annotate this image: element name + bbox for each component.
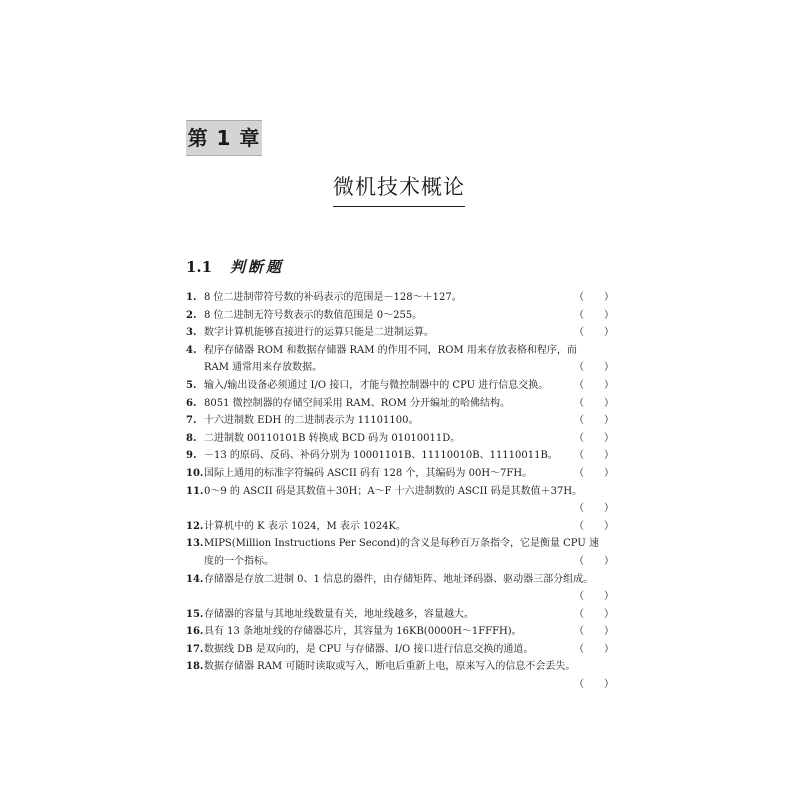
question-item xyxy=(186,658,614,693)
question-item xyxy=(186,641,614,659)
question-number: 17. xyxy=(186,643,204,655)
question-item xyxy=(186,571,614,606)
question-item xyxy=(186,606,614,624)
answer-blank[interactable]: （ ） xyxy=(574,379,614,391)
section-label: 判断题 xyxy=(230,258,285,276)
question-number: 6. xyxy=(186,397,197,409)
question-number: 3. xyxy=(186,327,197,339)
question-item xyxy=(186,324,614,342)
answer-blank[interactable]: （ ） xyxy=(574,679,614,691)
answer-blank[interactable]: （ ） xyxy=(574,608,614,620)
chapter-title: 微机技术概论 xyxy=(333,172,465,207)
question-number: 1. xyxy=(186,292,197,303)
answer-blank[interactable]: （ ） xyxy=(574,503,614,515)
question-text: 0～9 的 ASCII 码是其数值＋30H；A～F 十六进制数的 ASCII 码是其数值＋37H。 xyxy=(204,485,583,497)
answer-blank[interactable]: （ ） xyxy=(574,591,614,603)
question-text: 程序存储器 ROM 和数据存储器 RAM 的作用不同，ROM 用来存放表格和程序，而 xyxy=(204,344,577,356)
answer-blank[interactable]: （ ） xyxy=(574,450,614,462)
answer-blank[interactable]: （ ） xyxy=(574,467,614,479)
question-item xyxy=(186,307,614,325)
question-number: 15. xyxy=(186,608,204,620)
answer-blank[interactable]: （ ） xyxy=(574,327,614,339)
chapter-tag: 第 1 章 xyxy=(186,120,262,156)
question-number: 5. xyxy=(186,379,197,391)
question-item xyxy=(186,412,614,430)
question-item xyxy=(186,447,614,465)
question-number: 18. xyxy=(186,661,204,673)
question-item xyxy=(186,377,614,395)
question-text: 8 位二进制无符号数表示的数值范围是 0～255。 xyxy=(204,309,423,321)
question-item xyxy=(186,430,614,448)
answer-blank[interactable]: （ ） xyxy=(574,432,614,444)
answer-blank[interactable]: （ ） xyxy=(574,397,614,409)
question-item xyxy=(186,395,614,413)
question-text: 8 位二进制带符号数的补码表示的范围是－128～＋127。 xyxy=(204,292,462,303)
question-text: 数字计算机能够直接进行的运算只能是二进制运算。 xyxy=(204,327,434,339)
answer-blank[interactable]: （ ） xyxy=(574,415,614,427)
question-text: 具有 13 条地址线的存储器芯片，其容量为 16KB(0000H～1FFFH)。 xyxy=(204,626,522,638)
question-text: 数据存储器 RAM 可随时读取或写入，断电后重新上电，原来写入的信息不会丢失。 xyxy=(204,661,576,673)
question-number: 10. xyxy=(186,467,204,479)
answer-blank[interactable]: （ ） xyxy=(574,520,614,532)
answer-blank[interactable]: （ ） xyxy=(574,292,614,303)
answer-blank[interactable]: （ ） xyxy=(574,362,614,374)
question-text: 国际上通用的标准字符编码 ASCII 码有 128 个，其编码为 00H～7FH。 xyxy=(204,467,533,479)
question-text-continued: RAM 通常用来存放数据。 xyxy=(204,362,323,374)
question-item xyxy=(186,342,614,377)
question-item xyxy=(186,289,614,307)
answer-blank[interactable]: （ ） xyxy=(574,626,614,638)
question-item xyxy=(186,623,614,641)
question-number: 2. xyxy=(186,309,197,321)
question-text: 存储器是存放二进制 0、1 信息的器件，由存储矩阵、地址译码器、驱动器三部分组成。 xyxy=(204,573,594,585)
question-number: 8. xyxy=(186,432,197,444)
answer-blank[interactable]: （ ） xyxy=(574,555,614,567)
question-number: 13. xyxy=(186,538,204,550)
question-text: 二进制数 00110101B 转换成 BCD 码为 01010011D。 xyxy=(204,432,461,444)
question-text: 输入/输出设备必须通过 I/O 接口，才能与微控制器中的 CPU 进行信息交换。 xyxy=(204,379,549,391)
question-item xyxy=(186,483,614,518)
question-text: 十六进制数 EDH 的二进制表示为 11101100。 xyxy=(204,415,419,427)
question-number: 12. xyxy=(186,520,204,532)
question-list xyxy=(186,289,614,694)
question-number: 11. xyxy=(186,485,204,497)
section-heading xyxy=(186,256,284,278)
question-text: MIPS(Million Instructions Per Second)的含义是每秒百万条指令，它是衡量 CPU 速 xyxy=(204,538,599,550)
question-text: 存储器的容量与其地址线数量有关，地址线越多，容量越大。 xyxy=(204,608,474,620)
question-text: 数据线 DB 是双向的，是 CPU 与存储器、I/O 接口进行信息交换的通道。 xyxy=(204,643,534,655)
question-number: 16. xyxy=(186,626,204,638)
question-number: 14. xyxy=(186,573,204,585)
question-item xyxy=(186,535,614,570)
question-number: 9. xyxy=(186,450,197,462)
question-text: 8051 微控制器的存储空间采用 RAM、ROM 分开编址的哈佛结构。 xyxy=(204,397,510,409)
section-number: 1.1 xyxy=(186,258,213,276)
question-number: 7. xyxy=(186,415,197,427)
question-item xyxy=(186,518,614,536)
question-item xyxy=(186,465,614,483)
answer-blank[interactable]: （ ） xyxy=(574,643,614,655)
question-text: 计算机中的 K 表示 1024，M 表示 1024K。 xyxy=(204,520,406,532)
question-text-continued: 度的一个指标。 xyxy=(204,555,274,567)
question-number: 4. xyxy=(186,344,197,356)
answer-blank[interactable]: （ ） xyxy=(574,309,614,321)
question-text: －13 的原码、反码、补码分别为 10001101B、11110010B、11110011B。 xyxy=(204,450,558,462)
